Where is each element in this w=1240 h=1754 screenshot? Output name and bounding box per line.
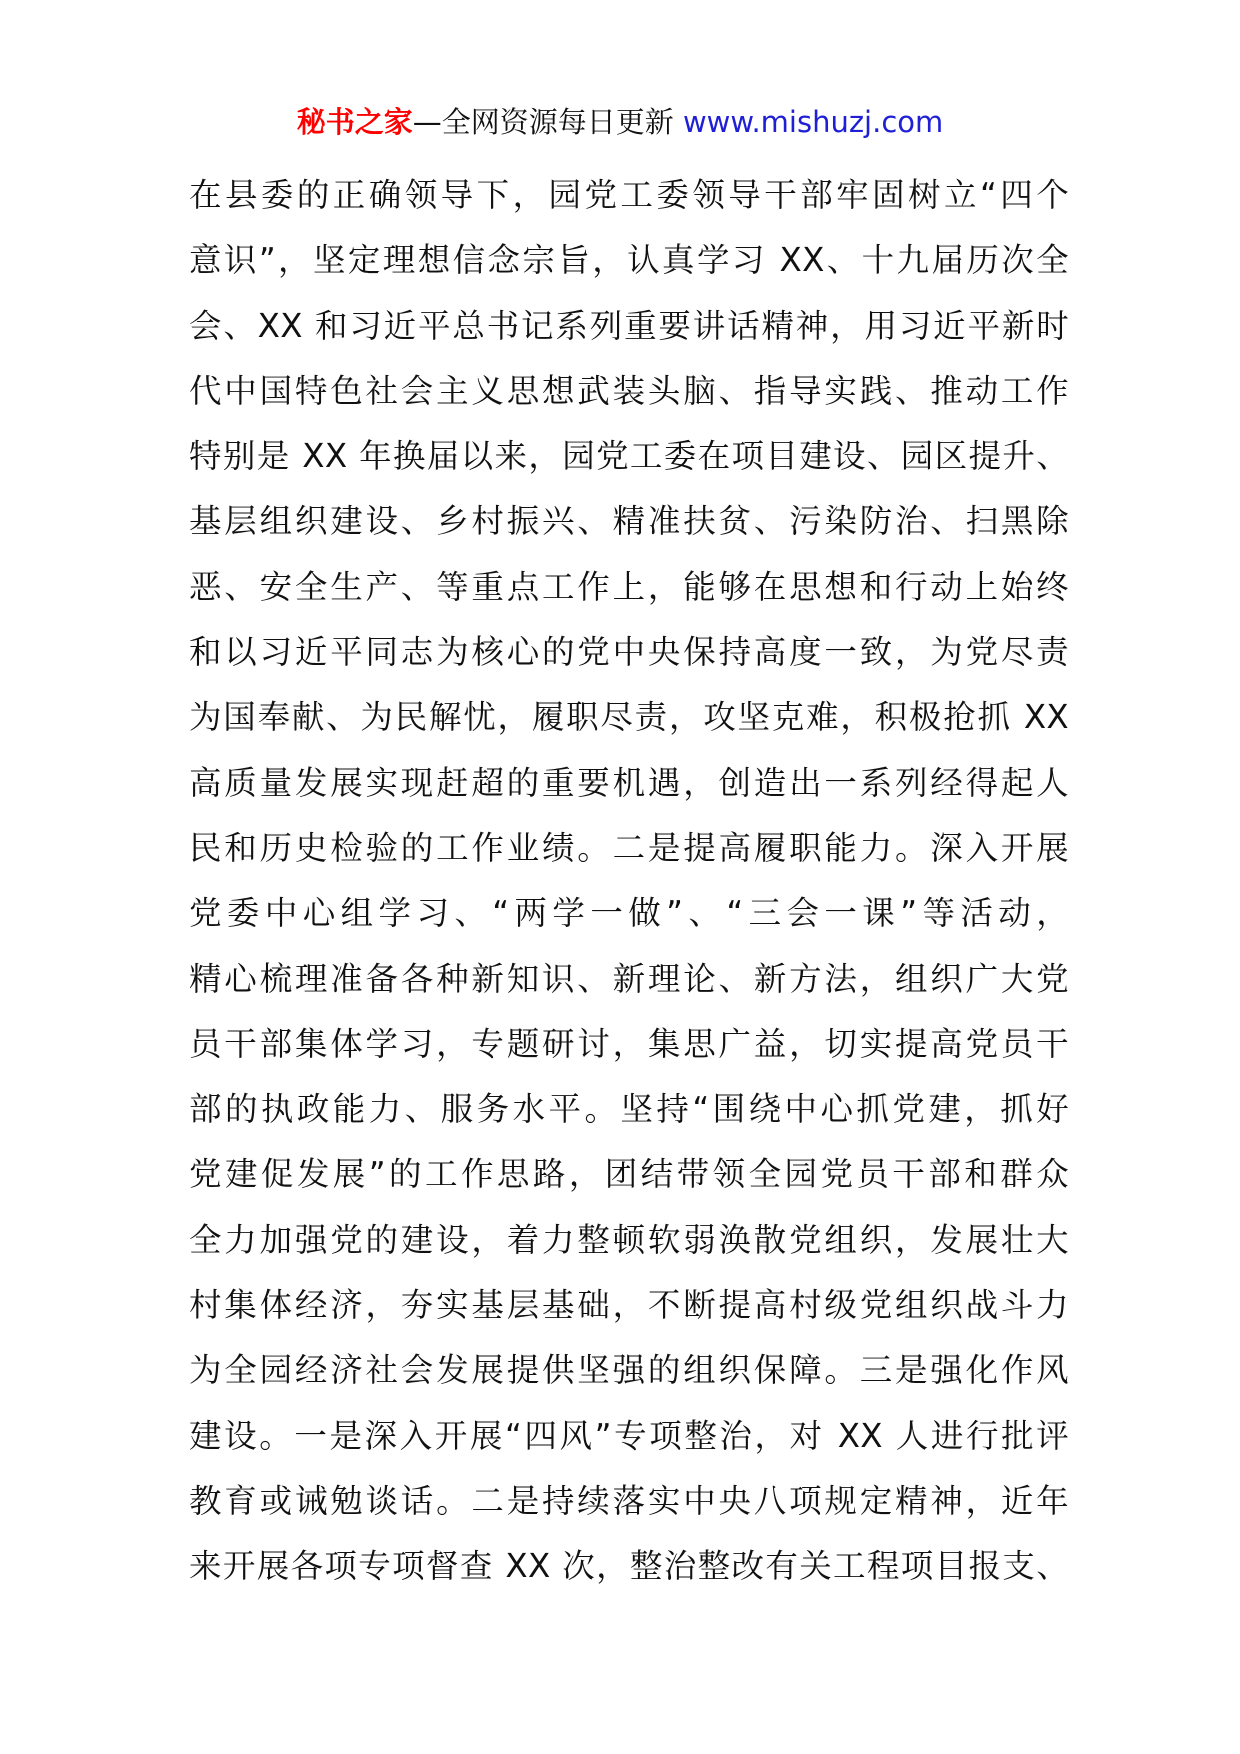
body-line-12: 党委中心组学习、“两学一做”、“三会一课”等活动， [189,894,1069,933]
body-line-3: 会、XX 和习近平总书记系列重要讲话精神，用习近平新时 [189,306,1069,345]
body-line-19: 为全园经济社会发展提供坚强的组织保障。三是强化作风 [189,1351,1069,1390]
body-line-8: 和以习近平同志为核心的党中央保持高度一致，为党尽责 [189,633,1069,672]
body-line-20: 建设。一是深入开展“四风”专项整治，对 XX 人进行批评 [189,1416,1069,1455]
body-line-18: 村集体经济，夯实基层基础，不断提高村级党组织战斗力 [189,1286,1069,1325]
body-line-6: 基层组织建设、乡村振兴、精准扶贫、污染防治、扫黑除 [189,502,1069,541]
site-url-link[interactable]: www.mishuzj.com [682,105,944,139]
body-line-14: 员干部集体学习，专题研讨，集思广益，切实提高党员干 [189,1024,1069,1063]
body-line-9: 为国奉献、为民解忧，履职尽责，攻坚克难，积极抢抓 XX [189,698,1069,737]
body-line-5: 特别是 XX 年换届以来，园党工委在项目建设、园区提升、 [189,437,1069,476]
body-line-13: 精心梳理准备各种新知识、新理论、新方法，组织广大党 [189,959,1069,998]
body-line-21: 教育或诫勉谈话。二是持续落实中央八项规定精神，近年 [189,1481,1069,1520]
site-header [0,102,1240,142]
body-line-7: 恶、安全生产、等重点工作上，能够在思想和行动上始终 [189,567,1069,606]
document-body [189,163,1069,1600]
body-line-1: 在县委的正确领导下，园党工委领导干部牢固树立“四个 [189,176,1069,214]
body-line-10: 高质量发展实现赶超的重要机遇，创造出一系列经得起人 [189,763,1069,802]
body-line-2: 意识”，坚定理想信念宗旨，认真学习 XX、十九届历次全 [189,241,1069,280]
body-line-16: 党建促发展”的工作思路，团结带领全园党员干部和群众 [189,1155,1069,1194]
site-tagline: —全网资源每日更新 [412,105,674,139]
body-line-15: 部的执政能力、服务水平。坚持“围绕中心抓党建，抓好 [189,1090,1069,1129]
body-line-4: 代中国特色社会主义思想武装头脑、指导实践、推动工作 [189,371,1069,410]
body-line-17: 全力加强党的建设，着力整顿软弱涣散党组织，发展壮大 [189,1220,1069,1259]
site-brand: 秘书之家 [296,105,413,139]
body-line-22: 来开展各项专项督查 XX 次，整治整改有关工程项目报支、 [189,1547,1069,1586]
body-line-11: 民和历史检验的工作业绩。二是提高履职能力。深入开展 [189,828,1069,867]
